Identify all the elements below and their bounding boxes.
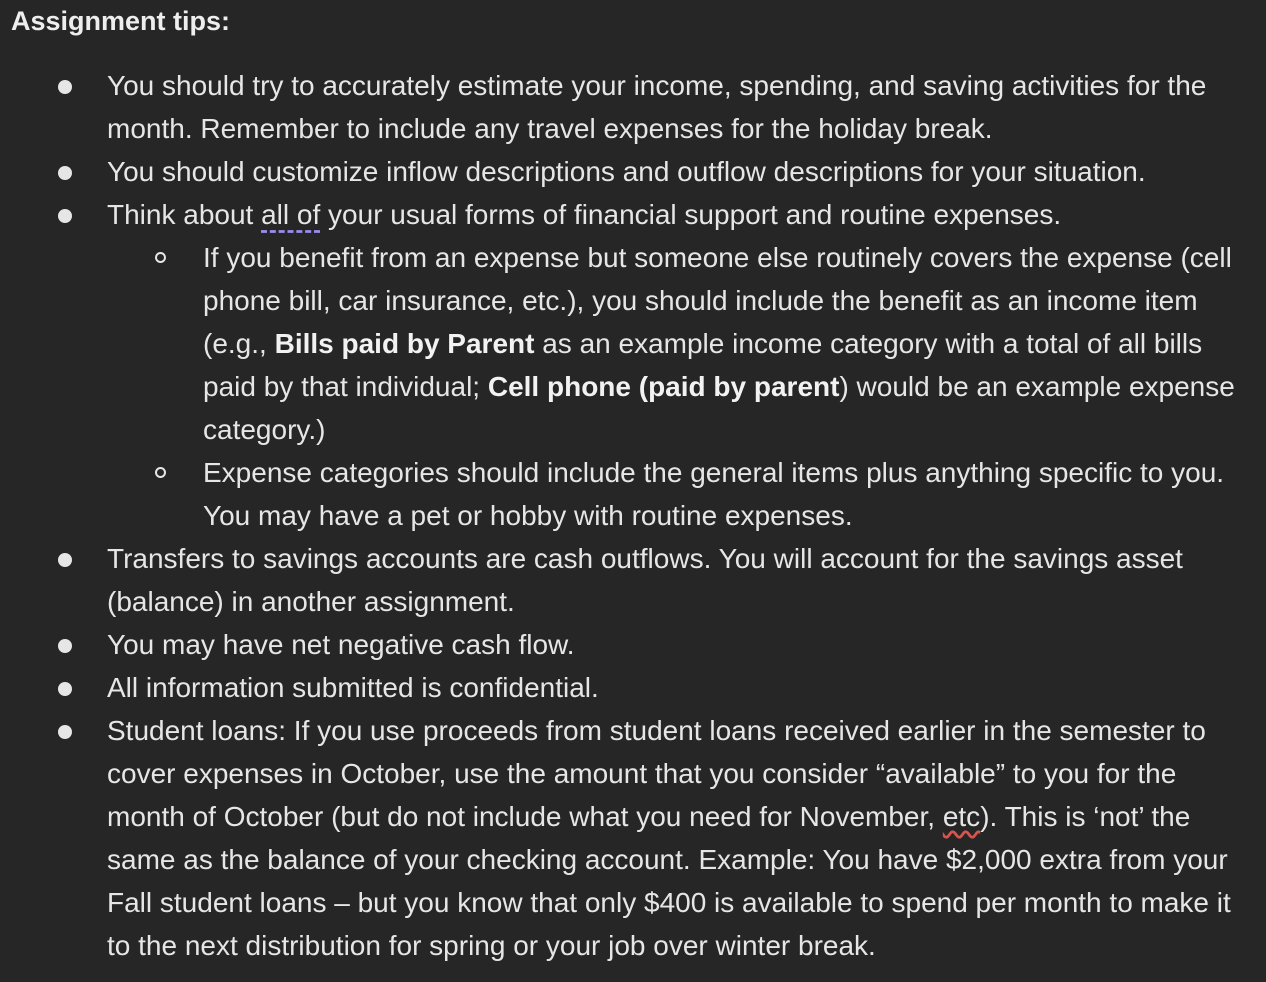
bullet-icon (58, 553, 72, 567)
tip-item-6 (0, 666, 1266, 709)
bullet-icon (58, 209, 72, 223)
tip-item-1 (0, 64, 1266, 150)
bullet-icon (58, 639, 72, 653)
bullet-icon (58, 80, 72, 94)
grammar-marked-text[interactable]: all of (261, 199, 321, 230)
tip-text: You should customize inflow descriptions and outflow descriptions for your situation. (107, 156, 1146, 187)
tip-text (107, 715, 1231, 961)
sub-tip-text (203, 242, 1235, 445)
tips-list (0, 64, 1266, 967)
tip-text: You should try to accurately estimate your income, spending, and saving activities for the month. Remember to include any travel expenses for the holiday break. (107, 70, 1207, 144)
tip-text: You may have net negative cash flow. (107, 629, 575, 660)
bullet-icon (58, 166, 72, 180)
tip-item-5 (0, 623, 1266, 666)
tip-item-2 (0, 150, 1266, 193)
tip-text (107, 199, 1061, 230)
bullet-icon (58, 682, 72, 696)
sub-tip-text: Expense categories should include the general items plus anything specific to you. You may have a pet or hobby with routine expenses. (203, 457, 1225, 531)
bullet-icon (58, 725, 72, 739)
tip-text-part: Student loans: If you use proceeds from student loans received earlier in the semester to cover expenses in October, use the amount that you consider “available” to you for the month of October (but do not include what you need for November, (107, 715, 1206, 832)
sub-tip-text-part: ) would be an example expense category.) (203, 371, 1235, 445)
sub-tip-text-part: as an example income category with a total of all bills paid by that individual; (203, 328, 1203, 402)
tip-text: All information submitted is confidential. (107, 672, 599, 703)
sub-tip-item-2 (203, 451, 1258, 537)
bold-example-income: Bills paid by Parent (274, 328, 535, 359)
bold-example-expense: Cell phone (paid by parent (487, 371, 840, 402)
sub-tip-text-part: If you benefit from an expense but someone else routinely covers the expense (cell phone bill, car insurance, etc.), you should include the benefit as an income item (e.g., (203, 242, 1232, 359)
page-heading: Assignment tips: (11, 6, 231, 36)
circle-bullet-icon (155, 252, 166, 263)
tip-item-3 (0, 193, 1266, 537)
sub-tip-item-1 (203, 236, 1258, 451)
tip-text-part: your usual forms of financial support and routine expenses. (320, 199, 1062, 230)
tip-sublist (107, 236, 1258, 537)
tip-text-part: ). This is ‘not’ the same as the balance of your checking account. Example: You have $2,000 extra from your Fall student loans – but you know that only $400 is available to spend per month to make it to the next distribution for spring or your job over winter break. (107, 801, 1231, 961)
circle-bullet-icon (155, 467, 166, 478)
tip-item-4 (0, 537, 1266, 623)
tip-text: Transfers to savings accounts are cash outflows. You will account for the savings asset (balance) in another assignment. (107, 543, 1183, 617)
tip-item-7 (0, 709, 1266, 967)
spelling-marked-text[interactable]: etc (942, 801, 981, 832)
tip-text-part: Think about (107, 199, 262, 230)
